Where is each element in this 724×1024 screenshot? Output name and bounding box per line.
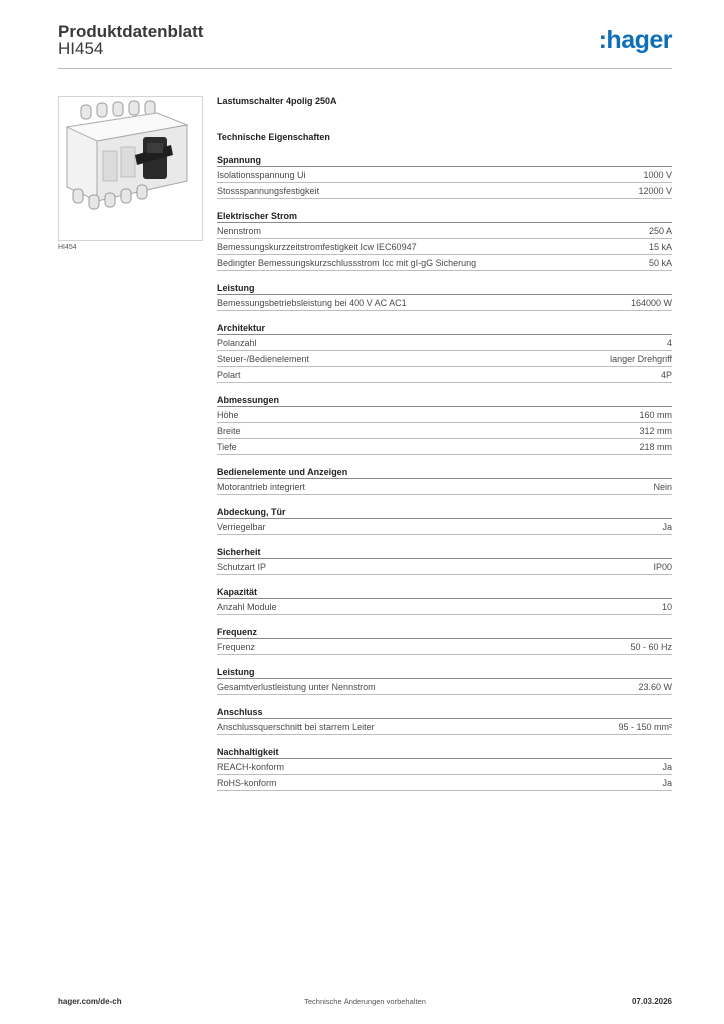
spec-label: Polanzahl [217,337,257,348]
spec-row [217,559,672,575]
spec-value: 1000 V [643,169,672,180]
product-details [217,95,672,791]
spec-group [217,154,672,199]
spec-group [217,666,672,695]
spec-group [217,394,672,455]
footer-website-link[interactable]: hager.com/de-ch [58,997,122,1006]
product-name: Lastumschalter 4polig 250A [217,96,337,106]
spec-row [217,679,672,695]
spec-label: Schutzart IP [217,561,267,572]
spec-row [217,775,672,791]
spec-label: REACH-konform [217,761,285,772]
spec-group-title: Kapazität [217,586,672,599]
spec-row [217,167,672,183]
spec-label: Bedingter Bemessungskurzschlussstrom Icc mit gI-gG Sicherung [217,257,477,268]
product-image [58,96,203,241]
spec-row [217,423,672,439]
spec-group-title: Leistung [217,666,672,679]
spec-group [217,210,672,271]
spec-group [217,506,672,535]
load-break-switch-icon [59,97,202,240]
spec-label: Frequenz [217,641,256,652]
spec-value: 10 [661,601,672,612]
spec-value: 312 mm [639,425,672,436]
spec-value: 50 kA [648,257,672,268]
spec-value: 23.60 W [638,681,672,692]
spec-group [217,746,672,791]
spec-label: Anschlussquerschnitt bei starrem Leiter [217,721,375,732]
spec-row [217,239,672,255]
spec-label: Verriegelbar [217,521,266,532]
header-divider [58,68,672,69]
spec-group-title: Anschluss [217,706,672,719]
image-caption: HI454 [58,244,77,251]
page-title: Produktdatenblatt [58,22,204,41]
spec-group-title: Spannung [217,154,672,167]
spec-value: IP00 [653,561,672,572]
spec-group-title: Bedienelemente und Anzeigen [217,466,672,479]
spec-row [217,599,672,615]
spec-value: Ja [662,761,672,772]
spec-row [217,367,672,383]
spec-group-title: Architektur [217,322,672,335]
spec-value: 4 [666,337,672,348]
spec-label: Breite [217,425,241,436]
spec-value: 164000 W [630,297,672,308]
spec-label: Nennstrom [217,225,262,236]
spec-row [217,519,672,535]
spec-row [217,351,672,367]
spec-row [217,639,672,655]
spec-label: Gesamtverlustleistung unter Nennstrom [217,681,376,692]
spec-group [217,706,672,735]
hager-logo: :hager [598,26,672,54]
spec-row [217,335,672,351]
spec-row [217,295,672,311]
spec-label: Motorantrieb integriert [217,481,306,492]
footer-disclaimer: Technische Änderungen vorbehalten [304,997,426,1006]
spec-group [217,586,672,615]
spec-group [217,546,672,575]
spec-label: Bemessungskurzzeitstromfestigkeit Icw IEC60947 [217,241,417,252]
spec-row [217,255,672,271]
spec-value: 50 - 60 Hz [630,641,672,652]
spec-group-title: Abmessungen [217,394,672,407]
spec-row [217,719,672,735]
spec-value: 160 mm [639,409,672,420]
spec-value: Nein [653,481,672,492]
spec-value: 12000 V [638,185,672,196]
section-title: Technische Eigenschaften [217,132,330,142]
spec-group-title: Abdeckung, Tür [217,506,672,519]
spec-label: Bemessungsbetriebsleistung bei 400 V AC AC1 [217,297,407,308]
spec-label: RoHS-konform [217,777,277,788]
spec-value: langer Drehgriff [610,353,672,364]
spec-group [217,466,672,495]
footer-date: 07.03.2026 [631,997,672,1006]
spec-row [217,223,672,239]
spec-group [217,282,672,311]
spec-value: 218 mm [639,441,672,452]
spec-label: Anzahl Module [217,601,277,612]
spec-label: Polart [217,369,241,380]
spec-group-title: Elektrischer Strom [217,210,672,223]
spec-value: 250 A [648,225,672,236]
page-footer [58,997,672,1011]
spec-label: Steuer-/Bedienelement [217,353,310,364]
product-code: HI454 [58,39,104,58]
spec-label: Höhe [217,409,239,420]
spec-row [217,479,672,495]
spec-label: Tiefe [217,441,237,452]
spec-row [217,183,672,199]
spec-label: Stossspannungsfestigkeit [217,185,320,196]
spec-row [217,759,672,775]
spec-value: 95 - 150 mm² [618,721,672,732]
spec-group-title: Nachhaltigkeit [217,746,672,759]
page-header [58,20,672,70]
spec-groups [217,154,672,791]
spec-value: Ja [662,521,672,532]
spec-group [217,322,672,383]
spec-group-title: Frequenz [217,626,672,639]
spec-group [217,626,672,655]
spec-value: 4P [660,369,672,380]
spec-row [217,439,672,455]
spec-row [217,407,672,423]
spec-value: 15 kA [648,241,672,252]
spec-group-title: Sicherheit [217,546,672,559]
spec-group-title: Leistung [217,282,672,295]
spec-label: Isolationsspannung Ui [217,169,306,180]
spec-value: Ja [662,777,672,788]
